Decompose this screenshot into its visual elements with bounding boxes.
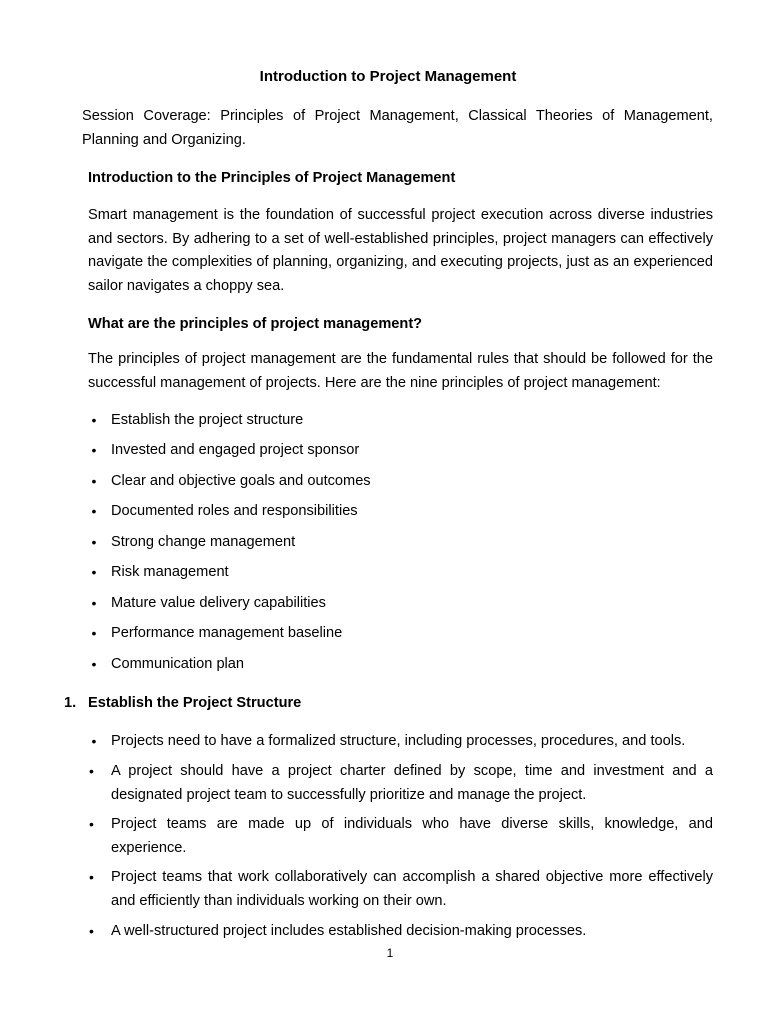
list-item (91, 500, 713, 524)
bullet-glyph: • (91, 473, 97, 489)
bullet-glyph: • (91, 564, 97, 580)
bullet-glyph: • (89, 869, 94, 885)
list-item-text: Project teams are made up of individuals who have diverse skills, knowledge, and experience. (111, 816, 713, 856)
list-item-text: A project should have a project charter defined by scope, time and investment and a designated project team to successfully prioritize and manage the project. (111, 763, 713, 803)
list-item (91, 470, 713, 494)
list-item-text: Documented roles and responsibilities (111, 503, 358, 519)
list-item (89, 920, 713, 944)
bullet-glyph: • (91, 733, 97, 749)
list-item (91, 531, 713, 555)
section-number: 1. (64, 695, 77, 711)
bullet-glyph: • (91, 442, 97, 458)
list-item-text: Strong change management (111, 534, 296, 550)
bullet-glyph: • (89, 816, 94, 832)
list-item-text: Mature value delivery capabilities (111, 595, 326, 611)
section-heading: Establish the Project Structure (88, 695, 302, 711)
list-item-text: Invested and engaged project sponsor (111, 442, 360, 458)
bullet-glyph: • (89, 763, 94, 779)
principles-paragraph: The principles of project management are the fundamental rules that should be followed for the successful management of projects. Here are the nine principles of project management: (88, 351, 713, 391)
page-number: 1 (386, 946, 394, 960)
list-item (91, 730, 713, 754)
principles-heading: What are the principles of project management? (88, 316, 423, 332)
document-title: Introduction to Project Management (259, 68, 517, 85)
list-item (89, 760, 713, 807)
list-item-text: Project teams that work collaboratively can accomplish a shared objective more effectively and efficiently than individuals working on their own. (111, 869, 713, 909)
list-item (91, 653, 713, 677)
list-item-text: Performance management baseline (111, 625, 343, 641)
bullet-glyph: • (91, 534, 97, 550)
intro-paragraph: Smart management is the foundation of successful project execution across diverse industries and sectors. By adhering to a set of well-established principles, project managers can effectively navigate the complexities of planning, organizing, and executing projects, just as an experienced sailor navigates a choppy sea. (88, 207, 713, 294)
list-item-text: Projects need to have a formalized structure, including processes, procedures, and tools. (111, 733, 686, 749)
bullet-glyph: • (91, 595, 97, 611)
list-item-text: Communication plan (111, 656, 245, 672)
list-item (91, 409, 713, 433)
session-coverage: Session Coverage: Principles of Project Management, Classical Theories of Management, Planning and Organizing. (82, 108, 713, 148)
list-item (89, 813, 713, 860)
list-item (91, 622, 713, 646)
list-item (91, 439, 713, 463)
list-item (91, 561, 713, 585)
list-item (91, 592, 713, 616)
list-item-text: Risk management (111, 564, 229, 580)
list-item-text: Clear and objective goals and outcomes (111, 473, 371, 489)
list-item (89, 866, 713, 913)
intro-heading: Introduction to the Principles of Project Management (88, 170, 456, 186)
bullet-glyph: • (91, 625, 97, 641)
bullet-glyph: • (91, 412, 97, 428)
list-item-text: Establish the project structure (111, 412, 304, 428)
bullet-glyph: • (91, 503, 97, 519)
list-item-text: A well-structured project includes established decision-making processes. (111, 923, 587, 939)
bullet-glyph: • (91, 656, 97, 672)
bullet-glyph: • (89, 923, 94, 939)
